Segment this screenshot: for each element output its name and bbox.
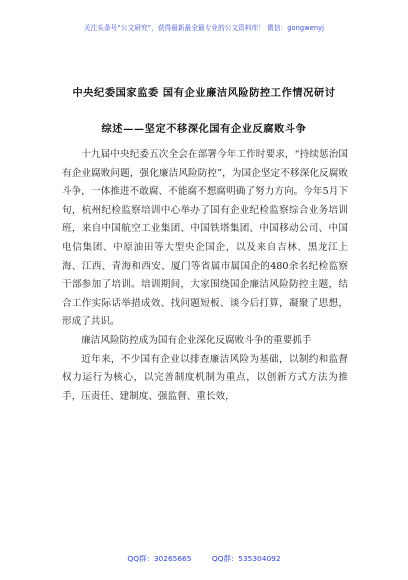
body-paragraph-1: 十九届中央纪委五次全会在部署今年工作时要求，“持续惩治国有企业腐败问题，强化廉洁风险防控”，为国企坚定不移深化反腐败斗争，一体推进不敢腐、不能腐不想腐明确了努力方向。今年5月下旬，杭州纪检监察培训中心举办了国有企业纪检监察综合业务培训班，来自中国航空工业集团、中国铁塔集团、中国移动公司、中国电信集团、中原油田等大型央企国企，以及来自吉林、黑龙江上海、江西、青海和西安、厦门等省属市属国企的480余名纪检监察干部参加了培训。培训期间，大家围绕国企廉洁风险防控主题，结合工作实际话举措成效、找问题短板、谈今后打算，凝聚了思想，形成了共识。 [62,149,348,328]
section-heading: 廉洁风险防控成为国有企业深化反腐败斗争的重要抓手 [81,334,312,346]
body-paragraph-2: 近年来，不少国有企业以排查廉洁风险为基础，以制约和监督权力运行为核心，以完善制度机制为重点，以创新方式方法为推手，压责任、建制度、强监督、重长效， [62,353,348,402]
header-promo-note: 关注头条号“公文研究”，获得最新最全最专业的公文资料库！ 微信：gongwenyj [83,24,325,32]
document-body [62,146,348,406]
footer-qq-groups [0,553,408,564]
footer-qq-group-2: QQ群：535304092 [211,554,281,563]
document-title-line-2: 综述——坚定不移深化国有企业反腐败斗争 [101,123,307,135]
footer-qq-group-1: QQ群：30265665 [127,554,192,563]
document-title-line-1: 中央纪委国家监委 国有企业廉洁风险防控工作情况研讨 [72,87,336,99]
